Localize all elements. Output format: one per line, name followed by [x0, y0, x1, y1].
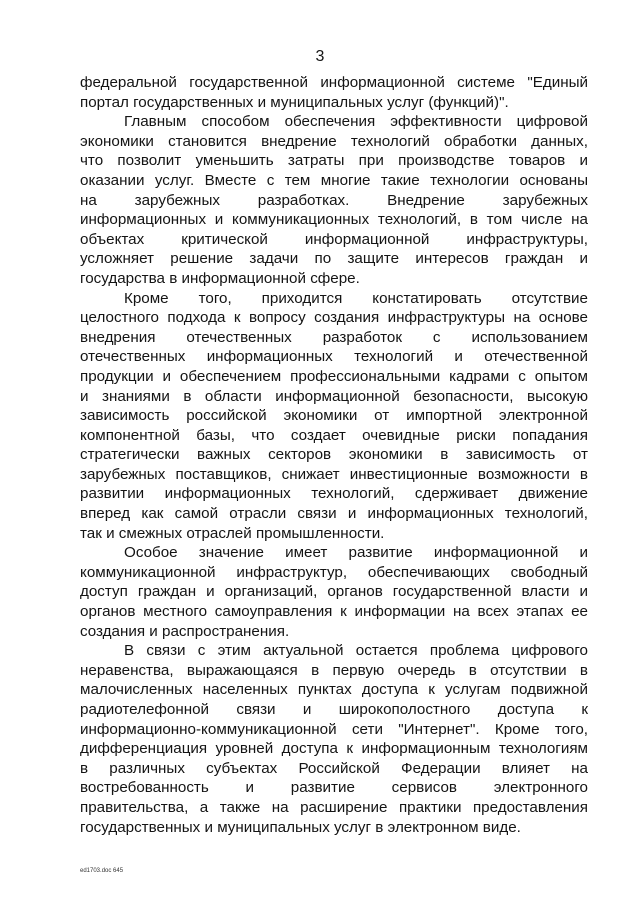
text-line: государства в информационной сфере.: [80, 269, 360, 287]
text-line: Главным способом обеспечения эффективности цифровой: [124, 113, 588, 131]
text-line: отечественных информационных технологий и отечественной: [80, 348, 588, 366]
paragraph-2: [80, 112, 588, 288]
text-line: информационных и коммуникационных технологий, в том числе на: [80, 211, 588, 229]
text-line: малочисленных населенных пунктах доступа к услугам подвижной: [80, 681, 588, 699]
text-line: доступ граждан и организаций, органов государственной власти и: [80, 583, 588, 601]
text-line: что позволит уменьшить затраты при производстве товаров и: [80, 152, 588, 170]
text-line: Особое значение имеет развитие информационной и: [124, 544, 588, 562]
text-line: создания и распространения.: [80, 622, 290, 640]
paragraph-4: [80, 543, 588, 641]
text-line: Кроме того, приходится констатировать отсутствие: [124, 289, 588, 307]
text-line: радиотелефонной связи и широкополостного доступа к: [80, 701, 588, 718]
paragraph-3: [80, 289, 588, 544]
text-line: так и смежных отраслей промышленности.: [80, 524, 385, 542]
text-line: В связи с этим актуальной остается проблема цифрового: [124, 642, 588, 660]
text-line: и знаниями в области информационной безопасности, высокую: [80, 387, 588, 405]
text-line: портал государственных и муниципальных услуг (функций)".: [80, 93, 509, 111]
footer-file-reference: ed1703.doc 645: [80, 868, 124, 874]
text-line: развитии информационных технологий, сдерживает движение: [80, 485, 588, 503]
text-line: правительства, а также на расширение практики предоставления: [80, 798, 588, 816]
text-line: внедрения отечественных разработок с использованием: [80, 328, 588, 346]
text-line: дифференциация уровней доступа к информационным технологиям: [80, 740, 588, 758]
paragraph-1: [80, 73, 588, 112]
text-line: коммуникационной инфраструктур, обеспечивающих свободный: [80, 563, 588, 581]
text-line: зависимость российской экономики от импортной электронной: [80, 407, 588, 425]
text-line: стратегически важных секторов экономики в зависимость от: [80, 446, 588, 464]
text-line: вперед как самой отрасли связи и информационных технологий,: [80, 505, 588, 523]
text-line: федеральной государственной информационной системе "Единый: [80, 74, 588, 91]
page-number: 3: [315, 48, 325, 65]
text-line: на зарубежных разработках. Внедрение зарубежных: [80, 191, 588, 209]
text-line: продукции и обеспечением профессиональными кадрами с опытом: [80, 367, 588, 385]
text-line: неравенства, выражающаяся в первую очередь в отсутствии в: [80, 661, 588, 679]
text-line: экономики становится внедрение технологий обработки данных,: [80, 132, 588, 150]
text-line: органов местного самоуправления к информации на всех этапах ее: [80, 603, 588, 621]
text-line: информационно-коммуникационной сети "Интернет". Кроме того,: [80, 720, 588, 738]
text-line: усложняет решение задачи по защите интересов граждан и: [80, 250, 588, 268]
text-line: объектах критической информационной инфраструктуры,: [80, 230, 588, 248]
paragraph-5: [80, 641, 588, 837]
text-line: компонентной базы, что создает очевидные риски попадания: [80, 426, 588, 444]
text-line: оказании услуг. Вместе с тем многие такие технологии основаны: [80, 171, 588, 189]
text-line: зарубежных поставщиков, снижает инвестиционные возможности в: [80, 465, 588, 483]
text-line: в различных субъектах Российской Федерации влияет на: [80, 759, 588, 777]
text-line: государственных и муниципальных услуг в электронном виде.: [80, 818, 521, 836]
text-line: целостного подхода к вопросу создания инфраструктуры на основе: [80, 309, 588, 327]
text-line: востребованность и развитие сервисов электронного: [80, 779, 588, 797]
document-body: [80, 73, 588, 837]
